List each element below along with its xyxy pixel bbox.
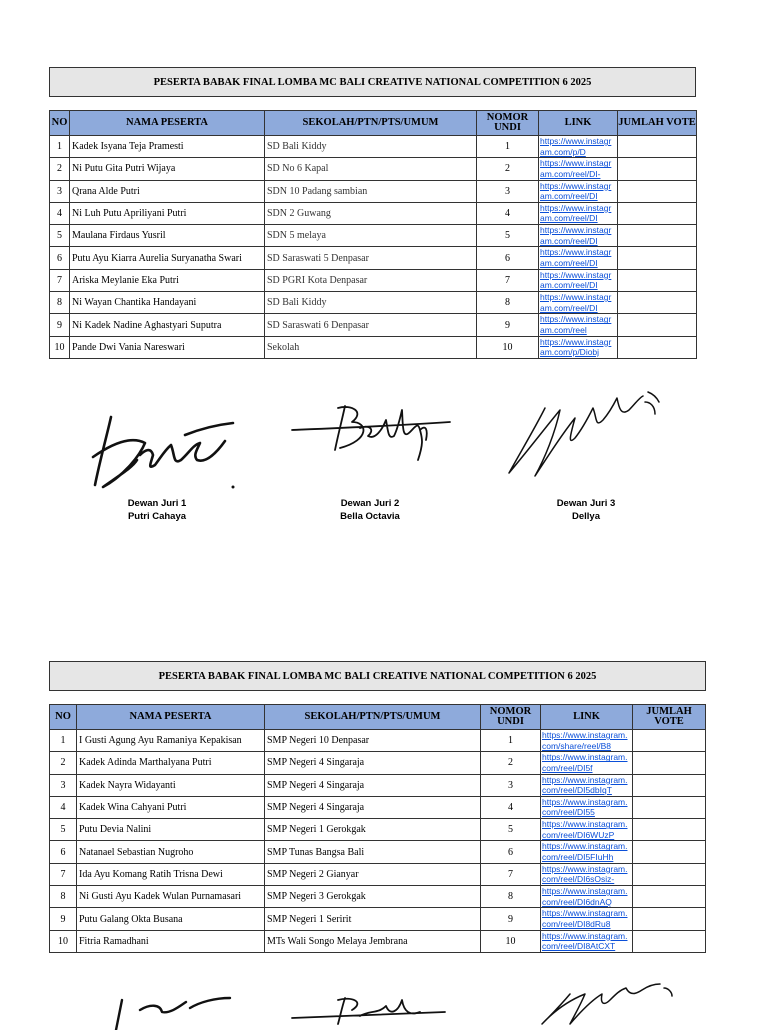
table-row <box>50 886 706 908</box>
cell-nomor-undi: 7 <box>481 863 541 885</box>
cell-link[interactable]: https://www.instagram.com/reel/DI- <box>539 158 618 180</box>
cell-no: 2 <box>50 752 77 774</box>
cell-nama-peserta: Ida Ayu Komang Ratih Trisna Dewi <box>77 863 265 885</box>
cell-sekolah: SMP Negeri 4 Singaraja <box>265 752 481 774</box>
cell-no: 7 <box>50 269 70 291</box>
cell-nomor-undi: 1 <box>477 136 539 158</box>
cell-jumlah-vote <box>618 136 697 158</box>
cell-nomor-undi: 8 <box>477 292 539 314</box>
cell-link[interactable]: https://www.instagram.com/reel/DI8AtCXT <box>541 930 633 952</box>
cell-link[interactable]: https://www.instagram.com/reel/DI <box>539 269 618 291</box>
cell-nama-peserta: Ni Wayan Chantika Handayani <box>70 292 265 314</box>
cell-jumlah-vote <box>618 269 697 291</box>
table-row <box>50 819 706 841</box>
cell-link[interactable]: https://www.instagram.com/reel/DI <box>539 292 618 314</box>
cell-jumlah-vote <box>633 841 706 863</box>
cell-link[interactable]: https://www.instagram.com/share/reel/B8 <box>541 730 633 752</box>
cell-link[interactable]: https://www.instagram.com/reel/DI6dnAQ <box>541 886 633 908</box>
cell-sekolah: SMP Negeri 10 Denpasar <box>265 730 481 752</box>
cell-nomor-undi: 3 <box>477 180 539 202</box>
col-header-no: NO <box>50 705 77 730</box>
cell-sekolah: SD Saraswati 6 Denpasar <box>265 314 477 336</box>
cell-nomor-undi: 4 <box>477 202 539 224</box>
cell-sekolah: MTs Wali Songo Melaya Jembrana <box>265 930 481 952</box>
cell-sekolah: SD Bali Kiddy <box>265 136 477 158</box>
cell-nomor-undi: 9 <box>477 314 539 336</box>
cell-nomor-undi: 1 <box>481 730 541 752</box>
cell-link[interactable]: https://www.instagram.com/reel/DI <box>539 202 618 224</box>
cell-jumlah-vote <box>618 158 697 180</box>
table-body-1 <box>50 136 697 359</box>
cell-no: 10 <box>50 930 77 952</box>
cell-no: 9 <box>50 908 77 930</box>
cell-nomor-undi: 4 <box>481 796 541 818</box>
cell-nomor-undi: 2 <box>481 752 541 774</box>
cell-sekolah: SMP Tunas Bangsa Bali <box>265 841 481 863</box>
cell-jumlah-vote <box>618 225 697 247</box>
cell-jumlah-vote <box>633 930 706 952</box>
table-row <box>50 863 706 885</box>
cell-sekolah: SD Bali Kiddy <box>265 292 477 314</box>
col-header-link: LINK <box>539 111 618 136</box>
table-row <box>50 752 706 774</box>
cell-no: 9 <box>50 314 70 336</box>
table-body-2 <box>50 730 706 953</box>
cell-no: 6 <box>50 247 70 269</box>
cell-no: 1 <box>50 136 70 158</box>
table-row <box>50 202 697 224</box>
cell-link[interactable]: https://www.instagram.com/reel/DI <box>539 225 618 247</box>
cell-link[interactable]: https://www.instagram.com/reel/DI6sOsiz- <box>541 863 633 885</box>
participants-table-2 <box>49 704 706 953</box>
cell-sekolah: SMP Negeri 1 Gerokgak <box>265 819 481 841</box>
cell-nama-peserta: Fitria Ramadhani <box>77 930 265 952</box>
cell-nama-peserta: Ariska Meylanie Eka Putri <box>70 269 265 291</box>
judge-1-caption <box>87 497 227 523</box>
cell-nama-peserta: Kadek Wina Cahyani Putri <box>77 796 265 818</box>
cell-no: 7 <box>50 863 77 885</box>
table-row <box>50 225 697 247</box>
cell-link[interactable]: https://www.instagram.com/reel/DI8dRu8 <box>541 908 633 930</box>
table-row <box>50 774 706 796</box>
signature-juri-1-repeat <box>100 990 240 1030</box>
cell-sekolah: SDN 10 Padang sambian <box>265 180 477 202</box>
cell-jumlah-vote <box>633 819 706 841</box>
cell-link[interactable]: https://www.instagram.com/reel/DI5f <box>541 752 633 774</box>
cell-nama-peserta: Putu Ayu Kiarra Aurelia Suryanatha Swari <box>70 247 265 269</box>
cell-no: 4 <box>50 796 77 818</box>
table-row <box>50 158 697 180</box>
cell-nama-peserta: Ni Gusti Ayu Kadek Wulan Purnamasari <box>77 886 265 908</box>
cell-nama-peserta: Putu Galang Okta Busana <box>77 908 265 930</box>
cell-jumlah-vote <box>618 314 697 336</box>
col-header-no: NO <box>50 111 70 136</box>
cell-sekolah: SMP Negeri 4 Singaraja <box>265 774 481 796</box>
signature-juri-1 <box>85 405 245 495</box>
col-header-jumlah-vote: JUMLAH VOTE <box>618 111 697 136</box>
col-header-sekolah: SEKOLAH/PTN/PTS/UMUM <box>265 705 481 730</box>
participants-table-1 <box>49 110 697 359</box>
table-header-row <box>50 705 706 730</box>
table-row <box>50 930 706 952</box>
cell-nama-peserta: Ni Putu Gita Putri Wijaya <box>70 158 265 180</box>
cell-no: 6 <box>50 841 77 863</box>
table-row <box>50 336 697 358</box>
cell-nama-peserta: I Gusti Agung Ayu Ramaniya Kepakisan <box>77 730 265 752</box>
col-header-nama: NAMA PESERTA <box>70 111 265 136</box>
table-row <box>50 314 697 336</box>
cell-nomor-undi: 9 <box>481 908 541 930</box>
table-row <box>50 292 697 314</box>
cell-no: 5 <box>50 819 77 841</box>
cell-jumlah-vote <box>633 863 706 885</box>
cell-link[interactable]: https://www.instagram.com/p/D <box>539 136 618 158</box>
col-header-nama: NAMA PESERTA <box>77 705 265 730</box>
cell-nama-peserta: Kadek Isyana Teja Pramesti <box>70 136 265 158</box>
cell-sekolah: SMP Negeri 4 Singaraja <box>265 796 481 818</box>
cell-sekolah: Sekolah <box>265 336 477 358</box>
cell-no: 5 <box>50 225 70 247</box>
table-row <box>50 796 706 818</box>
section-2-title: PESERTA BABAK FINAL LOMBA MC BALI CREATIVE NATIONAL COMPETITION 6 2025 <box>49 661 706 691</box>
judge-3-role: Dewan Juri 3 <box>556 498 616 509</box>
col-header-nomor-undi: NOMOR UNDI <box>477 111 539 136</box>
signature-juri-3 <box>505 388 665 483</box>
cell-jumlah-vote <box>633 908 706 930</box>
cell-sekolah: SDN 5 melaya <box>265 225 477 247</box>
cell-link[interactable]: https://www.instagram.com/reel/DI6WUzP <box>541 819 633 841</box>
cell-jumlah-vote <box>633 774 706 796</box>
cell-nama-peserta: Putu Devia Nalini <box>77 819 265 841</box>
cell-sekolah: SMP Negeri 3 Gerokgak <box>265 886 481 908</box>
cell-sekolah: SMP Negeri 1 Seririt <box>265 908 481 930</box>
cell-link[interactable]: https://www.instagram.com/reel/DI <box>539 180 618 202</box>
cell-no: 2 <box>50 158 70 180</box>
cell-sekolah: SD PGRI Kota Denpasar <box>265 269 477 291</box>
cell-nomor-undi: 2 <box>477 158 539 180</box>
table-row <box>50 136 697 158</box>
section-1-title: PESERTA BABAK FINAL LOMBA MC BALI CREATIVE NATIONAL COMPETITION 6 2025 <box>49 67 696 97</box>
judge-2-role: Dewan Juri 2 <box>340 498 400 509</box>
cell-jumlah-vote <box>618 202 697 224</box>
cell-nomor-undi: 6 <box>477 247 539 269</box>
cell-jumlah-vote <box>618 247 697 269</box>
signature-juri-2 <box>290 400 460 470</box>
judge-1-role: Dewan Juri 1 <box>127 498 187 509</box>
cell-jumlah-vote <box>618 336 697 358</box>
cell-nomor-undi: 10 <box>481 930 541 952</box>
cell-nama-peserta: Natanael Sebastian Nugroho <box>77 841 265 863</box>
cell-jumlah-vote <box>618 180 697 202</box>
cell-no: 8 <box>50 886 77 908</box>
cell-link[interactable]: https://www.instagram.com/reel/DI5FIuHh <box>541 841 633 863</box>
table-header-row <box>50 111 697 136</box>
cell-no: 10 <box>50 336 70 358</box>
table-row <box>50 269 697 291</box>
judge-2-name: Bella Octavia <box>340 511 400 522</box>
judge-3-caption <box>516 497 656 523</box>
table-row <box>50 247 697 269</box>
cell-nama-peserta: Ni Kadek Nadine Aghastyari Suputra <box>70 314 265 336</box>
table-row <box>50 730 706 752</box>
cell-link[interactable]: https://www.instagram.com/reel/DI55 <box>541 796 633 818</box>
signature-juri-2-repeat <box>290 992 450 1024</box>
cell-nomor-undi: 5 <box>477 225 539 247</box>
cell-sekolah: SD Saraswati 5 Denpasar <box>265 247 477 269</box>
table-row <box>50 841 706 863</box>
cell-nama-peserta: Qrana Alde Putri <box>70 180 265 202</box>
judge-1-name: Putri Cahaya <box>127 511 187 522</box>
cell-nomor-undi: 5 <box>481 819 541 841</box>
cell-jumlah-vote <box>633 796 706 818</box>
cell-nomor-undi: 8 <box>481 886 541 908</box>
cell-no: 3 <box>50 180 70 202</box>
cell-jumlah-vote <box>633 886 706 908</box>
cell-link[interactable]: https://www.instagram.com/reel <box>539 314 618 336</box>
cell-nama-peserta: Kadek Adinda Marthalyana Putri <box>77 752 265 774</box>
cell-no: 8 <box>50 292 70 314</box>
cell-link[interactable]: https://www.instagram.com/reel/DI5dbIqT <box>541 774 633 796</box>
cell-jumlah-vote <box>633 752 706 774</box>
table-row <box>50 908 706 930</box>
cell-nama-peserta: Pande Dwi Vania Nareswari <box>70 336 265 358</box>
col-header-link: LINK <box>541 705 633 730</box>
cell-nama-peserta: Kadek Nayra Widayanti <box>77 774 265 796</box>
col-header-jumlah-vote: JUMLAH VOTE <box>633 705 706 730</box>
cell-sekolah: SDN 2 Guwang <box>265 202 477 224</box>
judge-3-name: Dellya <box>572 511 600 522</box>
table-row <box>50 180 697 202</box>
cell-nomor-undi: 3 <box>481 774 541 796</box>
signature-juri-3-repeat <box>530 980 680 1024</box>
cell-nama-peserta: Ni Luh Putu Apriliyani Putri <box>70 202 265 224</box>
cell-nomor-undi: 7 <box>477 269 539 291</box>
cell-no: 4 <box>50 202 70 224</box>
cell-nomor-undi: 10 <box>477 336 539 358</box>
cell-link[interactable]: https://www.instagram.com/p/Diobj <box>539 336 618 358</box>
cell-nama-peserta: Maulana Firdaus Yusril <box>70 225 265 247</box>
cell-jumlah-vote <box>633 730 706 752</box>
cell-sekolah: SMP Negeri 2 Gianyar <box>265 863 481 885</box>
cell-nomor-undi: 6 <box>481 841 541 863</box>
cell-no: 3 <box>50 774 77 796</box>
cell-jumlah-vote <box>618 292 697 314</box>
cell-no: 1 <box>50 730 77 752</box>
cell-link[interactable]: https://www.instagram.com/reel/DI <box>539 247 618 269</box>
col-header-nomor-undi: NOMOR UNDI <box>481 705 541 730</box>
judge-2-caption <box>300 497 440 523</box>
cell-sekolah: SD No 6 Kapal <box>265 158 477 180</box>
col-header-sekolah: SEKOLAH/PTN/PTS/UMUM <box>265 111 477 136</box>
